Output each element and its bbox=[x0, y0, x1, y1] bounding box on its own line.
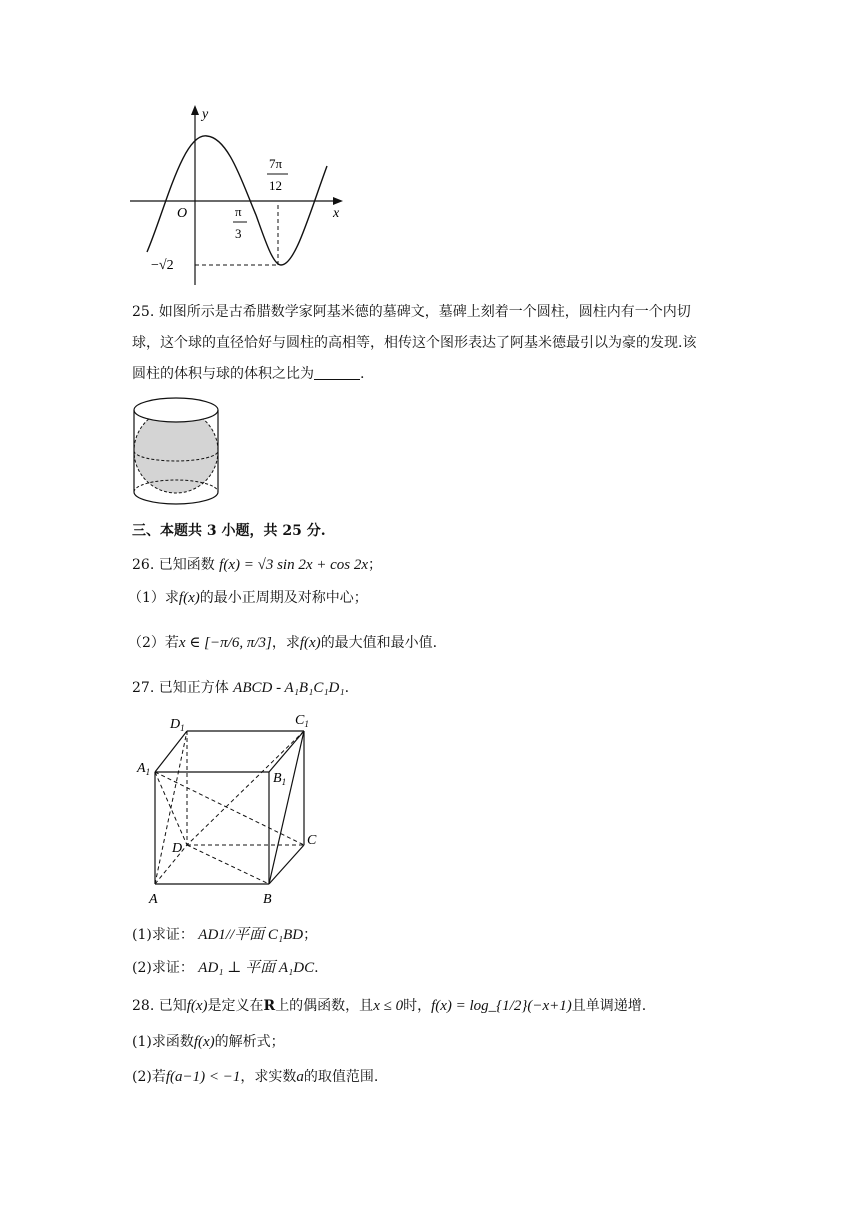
q28-part1-label: (1)求函数 bbox=[132, 1034, 194, 1050]
q27-part2 bbox=[132, 958, 319, 978]
q27-part2-label: (2)求证： bbox=[132, 960, 194, 976]
origin-label: O bbox=[177, 206, 188, 221]
q25-period: . bbox=[360, 366, 365, 382]
cylinder-top bbox=[134, 398, 218, 422]
y-axis-label: y bbox=[202, 107, 209, 122]
q25-text-3: 圆柱的体积与球的体积之比为 bbox=[132, 366, 314, 382]
q28-domain-R: R bbox=[263, 998, 276, 1014]
q28-part1 bbox=[132, 1032, 285, 1052]
q27-solid: ABCD - A₁B₁C₁D₁ bbox=[233, 680, 345, 696]
q26-part2-label: （2）若 bbox=[128, 635, 179, 651]
q28-func: f(x) bbox=[186, 998, 208, 1014]
q26-part2-text: 的最大值和最小值. bbox=[320, 635, 438, 651]
q28-line bbox=[132, 996, 646, 1016]
q26-part1-label: （1）求 bbox=[128, 590, 179, 606]
q27-part1 bbox=[132, 925, 317, 945]
q28-part2 bbox=[132, 1067, 378, 1087]
q28-formula: f(x) = log_{1/2}(−x+1) bbox=[431, 998, 572, 1014]
tick-pi-numerator: π bbox=[235, 204, 242, 219]
q26-intro-end: ； bbox=[368, 557, 383, 573]
q27-intro-end: . bbox=[344, 680, 350, 696]
q27-line bbox=[132, 678, 349, 698]
q27-intro: 已知正方体 bbox=[158, 680, 229, 696]
q27-part1-stmt: AD1//平面 C₁BD bbox=[198, 927, 304, 943]
q25-text-2: 球，这个球的直径恰好与圆柱的高相等，相传这个图形表达了阿基米德最引以为豪的发现.该 bbox=[132, 335, 697, 351]
q28-part1-func: f(x) bbox=[193, 1034, 215, 1050]
label-A1: $A_1$ bbox=[137, 761, 151, 777]
q28-part2-label: (2)若 bbox=[132, 1069, 166, 1085]
q28-number: 28. bbox=[132, 998, 155, 1014]
segment-C1-B bbox=[269, 731, 304, 884]
q28-part2-var: a bbox=[296, 1069, 304, 1085]
hidden-D-B bbox=[187, 845, 269, 884]
q28-text3: 时， bbox=[403, 998, 432, 1014]
y-axis-arrow-icon bbox=[191, 105, 199, 115]
q25-text-1: 如图所示是古希腊数学家阿基米德的墓碑文，墓碑上刻着一个圆柱，圆柱内有一个内切 bbox=[158, 304, 691, 320]
q28-text4: 且单调递增. bbox=[571, 998, 647, 1014]
q27-part1-label: (1)求证： bbox=[132, 927, 194, 943]
q25-number: 25. bbox=[132, 304, 155, 320]
q26-part2 bbox=[128, 633, 437, 653]
q27-part2-end: . bbox=[314, 960, 319, 976]
cylinder-sphere-figure bbox=[128, 392, 228, 512]
q28-part2-end: 的取值范围. bbox=[303, 1069, 379, 1085]
x-axis-label: x bbox=[333, 206, 340, 221]
label-C: C bbox=[307, 833, 317, 848]
label-A: A bbox=[149, 892, 158, 907]
label-D1: $D_1$ bbox=[170, 717, 185, 733]
tick-7pi-denominator: 12 bbox=[269, 178, 282, 193]
q28-cond: x ≤ 0 bbox=[373, 998, 404, 1014]
min-value-label: −√2 bbox=[151, 258, 174, 273]
edge-A1-D1 bbox=[155, 731, 187, 772]
q26-intro: 已知函数 bbox=[158, 557, 215, 573]
q27-part2-stmt: AD₁ ⊥ 平面 A₁DC bbox=[198, 960, 315, 976]
q26-line bbox=[132, 555, 382, 575]
q28-part2-text: ，求实数 bbox=[240, 1069, 297, 1085]
hidden-A-D bbox=[155, 845, 187, 884]
section3-heading: 三、本题共 3 小题，共 25 分. bbox=[132, 523, 326, 539]
cylinder-bottom-front bbox=[134, 492, 218, 504]
answer-blank[interactable] bbox=[314, 365, 360, 380]
q27-part1-end: ； bbox=[303, 927, 318, 943]
q28-text2: 上的偶函数，且 bbox=[275, 998, 374, 1014]
q26-part1-func: f(x) bbox=[178, 590, 200, 606]
x-axis-arrow-icon bbox=[333, 197, 343, 205]
q28-part1-text: 的解析式； bbox=[214, 1034, 285, 1050]
edge-B-C bbox=[269, 845, 304, 884]
label-C1: $C_1$ bbox=[295, 713, 309, 729]
sine-graph-figure bbox=[125, 100, 355, 290]
label-B1: $B_1$ bbox=[273, 771, 287, 787]
q25-line2 bbox=[132, 333, 696, 353]
hidden-C1-D bbox=[187, 731, 304, 845]
q27-number: 27. bbox=[132, 680, 155, 696]
q26-part2-cond: x ∈ [−π/6, π/3] bbox=[178, 635, 272, 651]
q28-intro: 已知 bbox=[158, 998, 187, 1014]
q26-part1-text: 的最小正周期及对称中心； bbox=[199, 590, 368, 606]
q26-part1 bbox=[128, 588, 368, 608]
q28-text1: 是定义在 bbox=[207, 998, 264, 1014]
label-B: B bbox=[263, 892, 272, 907]
tick-pi-denominator: 3 bbox=[235, 226, 242, 241]
q26-part2-mid: ，求 bbox=[271, 635, 300, 651]
q26-number: 26. bbox=[132, 557, 155, 573]
q25-line3 bbox=[132, 364, 364, 384]
cube-figure bbox=[132, 710, 332, 910]
tick-7pi-numerator: 7π bbox=[269, 156, 283, 171]
q26-part2-func: f(x) bbox=[299, 635, 321, 651]
label-D: D bbox=[172, 841, 183, 856]
q28-part2-ineq: f(a−1) < −1 bbox=[165, 1069, 241, 1085]
q26-function: f(x) = √3 sin 2x + cos 2x bbox=[219, 557, 369, 573]
q25-line1 bbox=[132, 302, 691, 322]
